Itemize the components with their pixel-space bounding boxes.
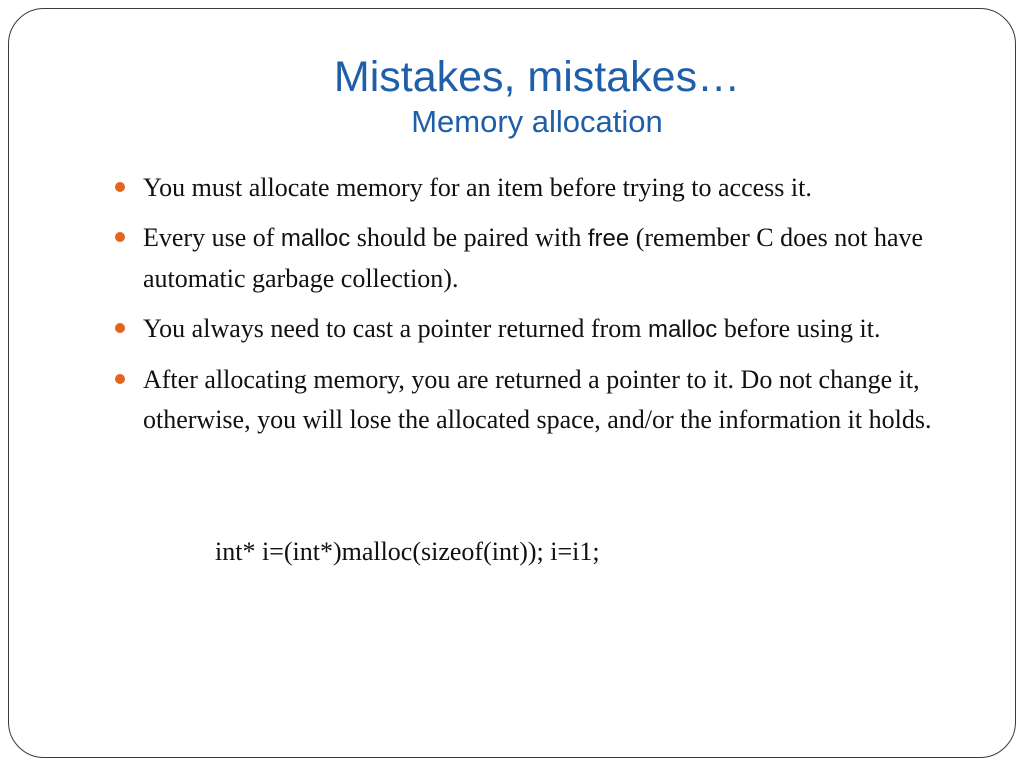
bullet-list [143,168,973,450]
bullet-text-part: should be paired with [350,223,588,252]
bullet-item [143,360,973,440]
title-block [9,51,1024,141]
bullet-text-part: before using it. [717,314,881,343]
bullet-dot-icon [115,323,125,333]
bullet-item [143,168,973,208]
code-keyword-malloc: malloc [647,316,718,343]
bullet-text-part: Every use of [143,223,281,252]
bullet-item [143,309,973,350]
bullet-dot-icon [115,374,125,384]
bullet-dot-icon [115,232,125,242]
bullet-dot-icon [115,182,125,192]
code-keyword-free: free [587,225,630,252]
bullet-text-part: You always need to cast a pointer returned from [143,314,648,343]
code-example: int* i=(int*)malloc(sizeof(int)); i=i1; [215,537,600,566]
bullet-text: You must allocate memory for an item before trying to access it. [143,173,812,202]
bullet-text: After allocating memory, you are returned a pointer to it. Do not change it, otherwise, you will lose the allocated space, and/or the information it holds. [143,365,932,434]
bullet-item [143,218,973,299]
slide-subtitle: Memory allocation [411,104,663,139]
slide-title: Mistakes, mistakes… [333,53,741,101]
bullet-text-part: (remember C does not have automatic garbage collection). [143,223,924,293]
code-keyword-malloc: malloc [280,225,351,252]
